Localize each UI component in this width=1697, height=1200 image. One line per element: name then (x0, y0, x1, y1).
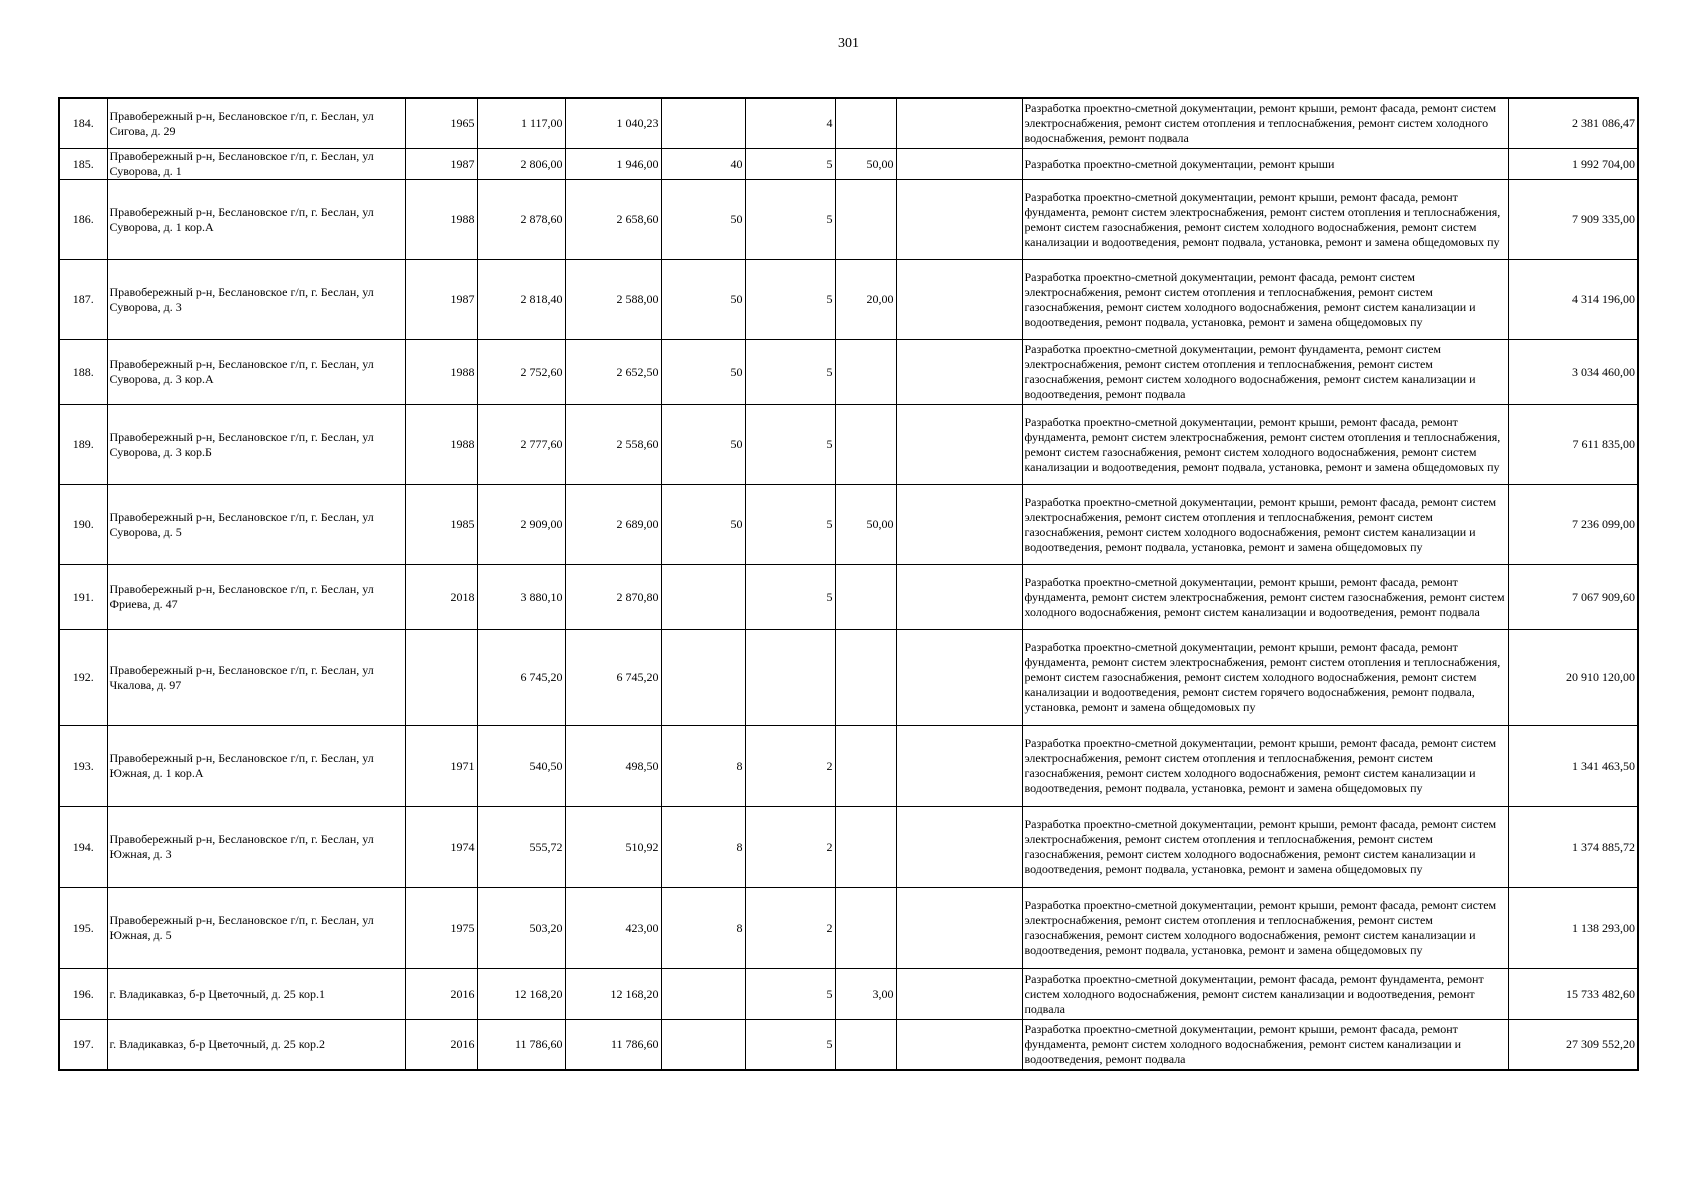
registry-table (58, 97, 1639, 1071)
column-9-cell (896, 888, 1022, 969)
cost-cell: 7 611 835,00 (1508, 405, 1638, 485)
living-area-cell: 2 658,60 (565, 180, 661, 260)
column-6-cell: 8 (661, 807, 745, 888)
column-9-cell (896, 149, 1022, 180)
column-7-cell: 5 (745, 180, 835, 260)
table-row (59, 149, 1638, 180)
cost-cell: 1 341 463,50 (1508, 726, 1638, 807)
column-8-cell (835, 98, 896, 149)
column-7-cell: 5 (745, 149, 835, 180)
living-area-cell: 12 168,20 (565, 969, 661, 1020)
total-area-cell: 2 806,00 (477, 149, 565, 180)
living-area-cell: 2 689,00 (565, 485, 661, 565)
works-cell: Разработка проектно-сметной документации, ремонт крыши, ремонт фасада, ремонт систем электроснабжения, ремонт систем отопления и теплоснабжения, ремонт систем газоснабжения, ремонт систем холодного водоснабжения, ремонт систем канализации и водоотведения, ремонт подвала, установка, ремонт и замена общедомовых пу (1022, 726, 1508, 807)
works-cell: Разработка проектно-сметной документации, ремонт крыши, ремонт фасада, ремонт фундамента, ремонт систем электроснабжения, ремонт систем газоснабжения, ремонт систем холодного водоснабжения, ремонт систем канализации и водоотведения, ремонт подвала (1022, 565, 1508, 630)
year-cell: 2018 (405, 565, 477, 630)
address-cell: Правобережный р-н, Беслановское г/п, г. Беслан, ул Суворова, д. 5 (107, 485, 405, 565)
column-9-cell (896, 405, 1022, 485)
column-9-cell (896, 1020, 1022, 1071)
column-6-cell (661, 630, 745, 726)
page-number: 301 (838, 36, 859, 51)
table-row (59, 340, 1638, 405)
row-number-cell: 184. (59, 98, 107, 149)
works-cell: Разработка проектно-сметной документации, ремонт крыши, ремонт фасада, ремонт систем электроснабжения, ремонт систем отопления и теплоснабжения, ремонт систем газоснабжения, ремонт систем холодного водоснабжения, ремонт систем канализации и водоотведения, ремонт подвала, установка, ремонт и замена общедомовых пу (1022, 807, 1508, 888)
column-9-cell (896, 180, 1022, 260)
row-number-cell: 192. (59, 630, 107, 726)
table-body (59, 98, 1638, 1070)
column-6-cell: 40 (661, 149, 745, 180)
column-8-cell: 50,00 (835, 485, 896, 565)
address-cell: Правобережный р-н, Беслановское г/п, г. Беслан, ул Южная, д. 1 кор.А (107, 726, 405, 807)
table-row (59, 726, 1638, 807)
column-7-cell: 5 (745, 260, 835, 340)
address-cell: г. Владикавказ, б-р Цветочный, д. 25 кор.2 (107, 1020, 405, 1071)
living-area-cell: 2 558,60 (565, 405, 661, 485)
table-row (59, 630, 1638, 726)
total-area-cell: 503,20 (477, 888, 565, 969)
works-cell: Разработка проектно-сметной документации, ремонт крыши, ремонт фасада, ремонт систем электроснабжения, ремонт систем отопления и теплоснабжения, ремонт систем газоснабжения, ремонт систем холодного водоснабжения, ремонт систем канализации и водоотведения, ремонт подвала, установка, ремонт и замена общедомовых пу (1022, 485, 1508, 565)
table-row (59, 969, 1638, 1020)
column-6-cell: 50 (661, 405, 745, 485)
cost-cell: 7 236 099,00 (1508, 485, 1638, 565)
table-row (59, 1020, 1638, 1071)
column-6-cell (661, 98, 745, 149)
year-cell: 1987 (405, 260, 477, 340)
cost-cell: 7 909 335,00 (1508, 180, 1638, 260)
cost-cell: 15 733 482,60 (1508, 969, 1638, 1020)
column-6-cell: 50 (661, 340, 745, 405)
living-area-cell: 498,50 (565, 726, 661, 807)
column-9-cell (896, 726, 1022, 807)
year-cell: 1985 (405, 485, 477, 565)
address-cell: Правобережный р-н, Беслановское г/п, г. Беслан, ул Суворова, д. 1 (107, 149, 405, 180)
column-7-cell: 5 (745, 565, 835, 630)
address-cell: Правобережный р-н, Беслановское г/п, г. Беслан, ул Суворова, д. 3 кор.А (107, 340, 405, 405)
year-cell: 1975 (405, 888, 477, 969)
address-cell: Правобережный р-н, Беслановское г/п, г. Беслан, ул Суворова, д. 3 кор.Б (107, 405, 405, 485)
row-number-cell: 197. (59, 1020, 107, 1071)
column-7-cell: 4 (745, 98, 835, 149)
column-8-cell (835, 180, 896, 260)
total-area-cell: 2 777,60 (477, 405, 565, 485)
column-8-cell (835, 888, 896, 969)
year-cell: 1971 (405, 726, 477, 807)
year-cell: 1987 (405, 149, 477, 180)
column-6-cell: 50 (661, 260, 745, 340)
works-cell: Разработка проектно-сметной документации, ремонт крыши, ремонт фасада, ремонт систем электроснабжения, ремонт систем отопления и теплоснабжения, ремонт систем газоснабжения, ремонт систем холодного водоснабжения, ремонт систем канализации и водоотведения, ремонт подвала, установка, ремонт и замена общедомовых пу (1022, 888, 1508, 969)
total-area-cell: 2 878,60 (477, 180, 565, 260)
table-row (59, 180, 1638, 260)
column-7-cell (745, 630, 835, 726)
column-9-cell (896, 485, 1022, 565)
column-9-cell (896, 969, 1022, 1020)
column-8-cell: 20,00 (835, 260, 896, 340)
column-7-cell: 2 (745, 726, 835, 807)
row-number-cell: 191. (59, 565, 107, 630)
row-number-cell: 188. (59, 340, 107, 405)
living-area-cell: 423,00 (565, 888, 661, 969)
works-cell: Разработка проектно-сметной документации, ремонт крыши, ремонт фасада, ремонт фундамента, ремонт систем электроснабжения, ремонт систем отопления и теплоснабжения, ремонт систем газоснабжения, ремонт систем холодного водоснабжения, ремонт систем канализации и водоотведения, ремонт систем горячего водоснабжения, ремонт подвала, установка, ремонт и замена общедомовых пу (1022, 630, 1508, 726)
column-7-cell: 5 (745, 485, 835, 565)
works-cell: Разработка проектно-сметной документации, ремонт крыши, ремонт фасада, ремонт систем электроснабжения, ремонт систем отопления и теплоснабжения, ремонт систем холодного водоснабжения, ремонт подвала (1022, 98, 1508, 149)
row-number-cell: 185. (59, 149, 107, 180)
cost-cell: 4 314 196,00 (1508, 260, 1638, 340)
address-cell: г. Владикавказ, б-р Цветочный, д. 25 кор.1 (107, 969, 405, 1020)
column-7-cell: 5 (745, 969, 835, 1020)
cost-cell: 1 992 704,00 (1508, 149, 1638, 180)
column-8-cell (835, 340, 896, 405)
row-number-cell: 195. (59, 888, 107, 969)
column-7-cell: 2 (745, 888, 835, 969)
living-area-cell: 1 040,23 (565, 98, 661, 149)
cost-cell: 20 910 120,00 (1508, 630, 1638, 726)
column-8-cell: 50,00 (835, 149, 896, 180)
column-6-cell: 8 (661, 726, 745, 807)
year-cell (405, 630, 477, 726)
year-cell: 1965 (405, 98, 477, 149)
address-cell: Правобережный р-н, Беслановское г/п, г. Беслан, ул Чкалова, д. 97 (107, 630, 405, 726)
table-row (59, 260, 1638, 340)
column-6-cell: 50 (661, 485, 745, 565)
total-area-cell: 2 909,00 (477, 485, 565, 565)
column-8-cell (835, 1020, 896, 1071)
row-number-cell: 190. (59, 485, 107, 565)
works-cell: Разработка проектно-сметной документации, ремонт крыши, ремонт фасада, ремонт фундамента, ремонт систем холодного водоснабжения, ремонт систем канализации и водоотведения, ремонт подвала (1022, 1020, 1508, 1071)
year-cell: 2016 (405, 969, 477, 1020)
address-cell: Правобережный р-н, Беслановское г/п, г. Беслан, ул Южная, д. 5 (107, 888, 405, 969)
living-area-cell: 2 652,50 (565, 340, 661, 405)
table-row (59, 888, 1638, 969)
works-cell: Разработка проектно-сметной документации, ремонт фасада, ремонт систем электроснабжения, ремонт систем отопления и теплоснабжения, ремонт систем газоснабжения, ремонт систем холодного водоснабжения, ремонт систем канализации и водоотведения, ремонт подвала, установка, ремонт и замена общедомовых пу (1022, 260, 1508, 340)
table-row (59, 405, 1638, 485)
column-9-cell (896, 630, 1022, 726)
cost-cell: 7 067 909,60 (1508, 565, 1638, 630)
year-cell: 2016 (405, 1020, 477, 1071)
table-row (59, 565, 1638, 630)
total-area-cell: 1 117,00 (477, 98, 565, 149)
column-8-cell (835, 565, 896, 630)
row-number-cell: 189. (59, 405, 107, 485)
living-area-cell: 2 870,80 (565, 565, 661, 630)
column-7-cell: 5 (745, 405, 835, 485)
total-area-cell: 2 752,60 (477, 340, 565, 405)
living-area-cell: 11 786,60 (565, 1020, 661, 1071)
cost-cell: 3 034 460,00 (1508, 340, 1638, 405)
column-8-cell (835, 807, 896, 888)
total-area-cell: 555,72 (477, 807, 565, 888)
row-number-cell: 194. (59, 807, 107, 888)
row-number-cell: 187. (59, 260, 107, 340)
column-9-cell (896, 807, 1022, 888)
total-area-cell: 3 880,10 (477, 565, 565, 630)
cost-cell: 1 138 293,00 (1508, 888, 1638, 969)
column-6-cell: 50 (661, 180, 745, 260)
works-cell: Разработка проектно-сметной документации, ремонт крыши, ремонт фасада, ремонт фундамента, ремонт систем электроснабжения, ремонт систем отопления и теплоснабжения, ремонт систем газоснабжения, ремонт систем холодного водоснабжения, ремонт систем канализации и водоотведения, ремонт подвала, установка, ремонт и замена общедомовых пу (1022, 405, 1508, 485)
total-area-cell: 11 786,60 (477, 1020, 565, 1071)
total-area-cell: 540,50 (477, 726, 565, 807)
column-9-cell (896, 260, 1022, 340)
table-row (59, 807, 1638, 888)
column-9-cell (896, 340, 1022, 405)
living-area-cell: 6 745,20 (565, 630, 661, 726)
living-area-cell: 2 588,00 (565, 260, 661, 340)
year-cell: 1974 (405, 807, 477, 888)
works-cell: Разработка проектно-сметной документации, ремонт фасада, ремонт фундамента, ремонт систем холодного водоснабжения, ремонт систем канализации и водоотведения, ремонт подвала (1022, 969, 1508, 1020)
address-cell: Правобережный р-н, Беслановское г/п, г. Беслан, ул Суворова, д. 1 кор.А (107, 180, 405, 260)
column-7-cell: 5 (745, 1020, 835, 1071)
column-8-cell (835, 726, 896, 807)
total-area-cell: 12 168,20 (477, 969, 565, 1020)
column-7-cell: 2 (745, 807, 835, 888)
cost-cell: 1 374 885,72 (1508, 807, 1638, 888)
row-number-cell: 186. (59, 180, 107, 260)
column-6-cell (661, 1020, 745, 1071)
year-cell: 1988 (405, 340, 477, 405)
column-8-cell (835, 405, 896, 485)
year-cell: 1988 (405, 180, 477, 260)
address-cell: Правобережный р-н, Беслановское г/п, г. Беслан, ул Южная, д. 3 (107, 807, 405, 888)
column-8-cell: 3,00 (835, 969, 896, 1020)
total-area-cell: 6 745,20 (477, 630, 565, 726)
address-cell: Правобережный р-н, Беслановское г/п, г. Беслан, ул Фриева, д. 47 (107, 565, 405, 630)
column-6-cell: 8 (661, 888, 745, 969)
column-6-cell (661, 969, 745, 1020)
column-9-cell (896, 98, 1022, 149)
total-area-cell: 2 818,40 (477, 260, 565, 340)
column-7-cell: 5 (745, 340, 835, 405)
address-cell: Правобережный р-н, Беслановское г/п, г. Беслан, ул Сигова, д. 29 (107, 98, 405, 149)
works-cell: Разработка проектно-сметной документации, ремонт фундамента, ремонт систем электроснабжения, ремонт систем отопления и теплоснабжения, ремонт систем газоснабжения, ремонт систем холодного водоснабжения, ремонт систем канализации и водоотведения, ремонт подвала (1022, 340, 1508, 405)
row-number-cell: 193. (59, 726, 107, 807)
works-cell: Разработка проектно-сметной документации, ремонт крыши (1022, 149, 1508, 180)
works-cell: Разработка проектно-сметной документации, ремонт крыши, ремонт фасада, ремонт фундамента, ремонт систем электроснабжения, ремонт систем отопления и теплоснабжения, ремонт систем газоснабжения, ремонт систем холодного водоснабжения, ремонт систем канализации и водоотведения, ремонт подвала, установка, ремонт и замена общедомовых пу (1022, 180, 1508, 260)
column-6-cell (661, 565, 745, 630)
year-cell: 1988 (405, 405, 477, 485)
row-number-cell: 196. (59, 969, 107, 1020)
table-row (59, 485, 1638, 565)
living-area-cell: 1 946,00 (565, 149, 661, 180)
living-area-cell: 510,92 (565, 807, 661, 888)
column-8-cell (835, 630, 896, 726)
cost-cell: 27 309 552,20 (1508, 1020, 1638, 1071)
column-9-cell (896, 565, 1022, 630)
cost-cell: 2 381 086,47 (1508, 98, 1638, 149)
address-cell: Правобережный р-н, Беслановское г/п, г. Беслан, ул Суворова, д. 3 (107, 260, 405, 340)
table-row (59, 98, 1638, 149)
